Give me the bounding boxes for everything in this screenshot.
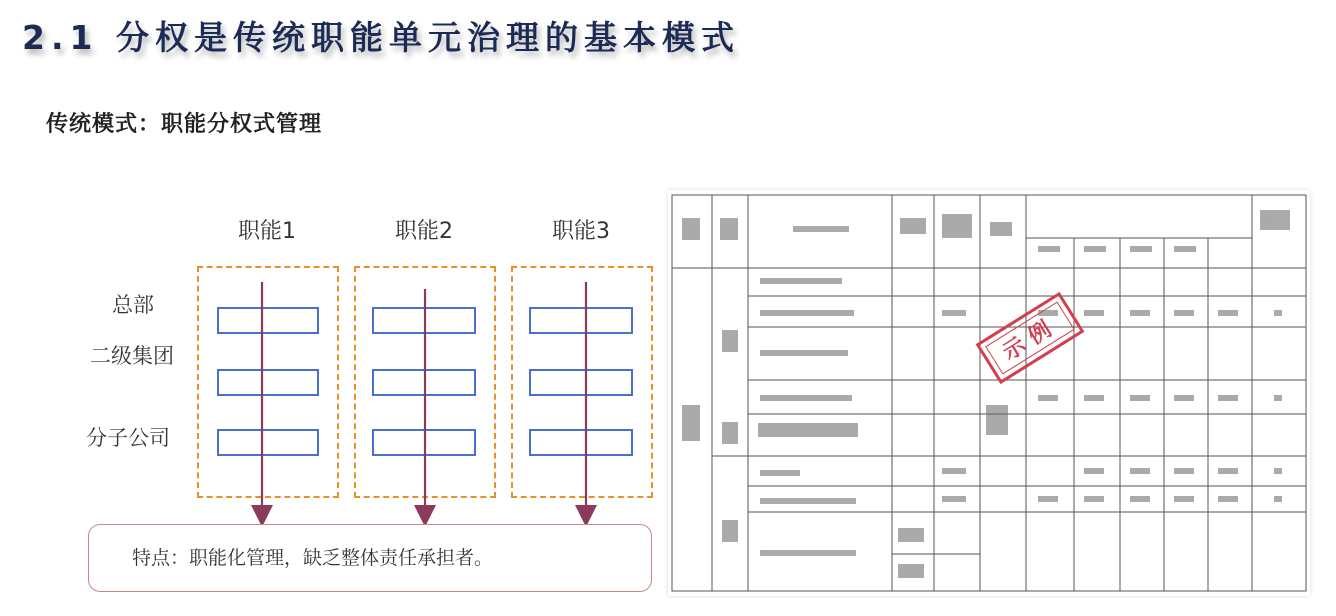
feature-text: 特点：职能化管理，缺乏整体责任承担者。 (132, 547, 494, 569)
page-subtitle: 传统模式：职能分权式管理 (46, 112, 323, 137)
row-label-subsidiary: 分子公司 (86, 426, 170, 450)
document-table-image (668, 190, 1310, 596)
row-label-secondary-group: 二级集团 (90, 344, 174, 368)
page-title: 2.1 分权是传统职能单元治理的基本模式 (22, 18, 740, 57)
column-label-2: 职能2 (395, 219, 453, 244)
sample-stamp (978, 294, 1083, 382)
column-label-1: 职能1 (238, 219, 296, 244)
row-label-headquarters: 总部 (112, 293, 154, 317)
column-label-3: 职能3 (552, 219, 610, 244)
svg-text:示例: 示例 (998, 312, 1063, 366)
